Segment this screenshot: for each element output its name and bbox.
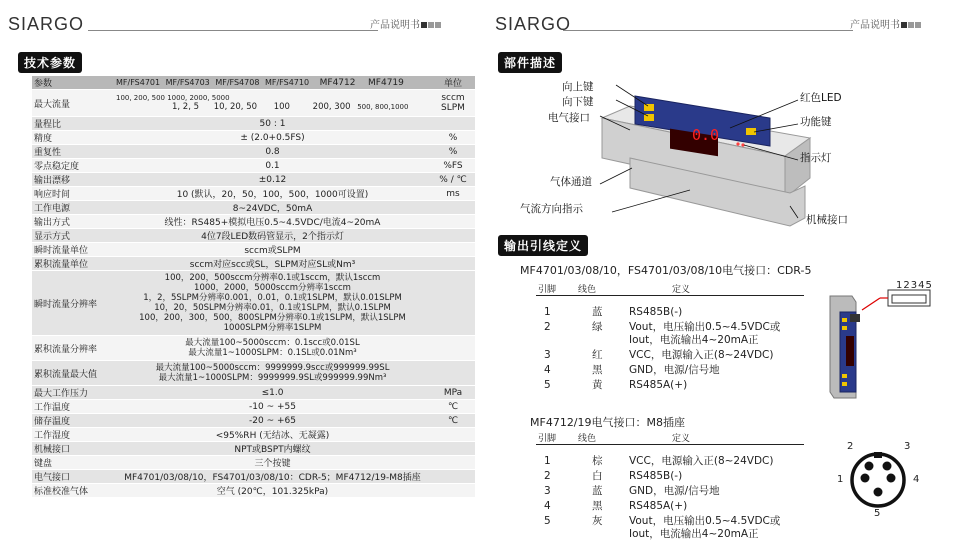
pin-hdr-1: 引脚 xyxy=(538,285,557,295)
callout-mech: 机械接口 xyxy=(806,214,848,226)
maxflow-v3: 100 xyxy=(273,102,290,112)
spec-unit xyxy=(431,229,475,243)
value-line: 1000，2000，5000sccm分辨率1sccm xyxy=(194,283,351,293)
color-hdr-1: 线色 xyxy=(578,285,597,295)
m8-pin-1 xyxy=(861,474,870,483)
spec-label: 标准校准气体 xyxy=(32,484,114,498)
maxflow-units: sccm SLPM xyxy=(431,90,475,117)
pin-definition-2: Iout，电流输出4~20mA正 xyxy=(629,334,759,346)
pin-definition: Vout，电压输出0.5~4.5VDC或 xyxy=(629,321,781,333)
spec-label: 精度 xyxy=(32,131,114,145)
pin-number: 1 xyxy=(544,455,551,467)
spec-label: 键盘 xyxy=(32,456,114,470)
pin-definition: RS485A(+) xyxy=(629,379,688,391)
m8-label-5: 5 xyxy=(874,508,881,519)
spec-row xyxy=(32,243,475,257)
pin-definition: RS485B(-) xyxy=(629,470,683,482)
pin-number: 2 xyxy=(544,321,551,333)
pin-color: 棕 xyxy=(592,455,603,467)
spec-value: 三个按键 xyxy=(114,456,431,470)
spec-value: 线性：RS485+模拟电压0.5~4.5VDC/电流4~20mA xyxy=(114,215,431,229)
value-line: 1，2，5SLPM分辨率0.001，0.01，0.1或1SLPM，默认0.01SLPM xyxy=(143,293,402,303)
callout-flow-dir: 气流方向指示 xyxy=(520,203,583,215)
spec-value: ± (2.0+0.5FS) xyxy=(114,131,431,145)
wiring-sub1: MF4701/03/08/10，FS4701/03/08/10电气接口：CDR-5 xyxy=(520,264,812,277)
value-line: 最大流量100~5000sccm：9999999.9scc或999999.99SL xyxy=(155,363,390,373)
spec-label: 量程比 xyxy=(32,117,114,131)
def-hdr-2: 定义 xyxy=(672,434,691,444)
callout-up-key: 向上键 xyxy=(562,81,594,93)
model-3: MF/FS4708 xyxy=(215,77,260,87)
value-line: 最大流量1~1000SLPM：0.1SL或0.01Nm³ xyxy=(188,348,357,358)
spec-unit: % / ℃ xyxy=(431,173,475,187)
manual-label-right: 产品说明书 xyxy=(850,16,921,31)
spec-row xyxy=(32,400,475,414)
function-key[interactable] xyxy=(746,128,756,135)
spec-label: 储存温度 xyxy=(32,414,114,428)
maxflow-line1: 100, 200, 500 1000, 2000, 5000 xyxy=(116,94,230,102)
spec-row xyxy=(32,187,475,201)
section-title-parts: 部件描述 xyxy=(498,52,562,73)
spec-label: 响应时间 xyxy=(32,187,114,201)
spec-unit xyxy=(431,470,475,484)
value-line: 100，200，500sccm分辨率0.1或1sccm，默认1sccm xyxy=(164,273,381,283)
spec-row xyxy=(32,386,475,400)
brand-right: SIARGO xyxy=(495,14,572,34)
spec-unit xyxy=(431,484,475,498)
pin-color: 黑 xyxy=(592,500,603,512)
pin-color: 蓝 xyxy=(592,306,603,318)
callout-elec: 电气接口 xyxy=(548,112,590,124)
spec-row xyxy=(32,173,475,187)
spec-value: 0.8 xyxy=(114,145,431,159)
up-key[interactable] xyxy=(644,104,654,111)
spec-unit xyxy=(431,117,475,131)
spec-row-resolution xyxy=(32,271,475,336)
spec-unit: MPa xyxy=(431,386,475,400)
value-line: 最大流量100~5000sccm：0.1scc或0.01SL xyxy=(185,338,360,348)
spec-unit xyxy=(431,243,475,257)
spec-label: 工作湿度 xyxy=(32,428,114,442)
spec-row xyxy=(32,257,475,271)
spec-table xyxy=(32,76,475,498)
section-title-tech: 技术参数 xyxy=(18,52,82,73)
spec-row xyxy=(32,484,475,498)
spec-label: 电气接口 xyxy=(32,470,114,484)
accres-values xyxy=(114,336,431,361)
pins1-rule xyxy=(536,295,804,296)
pin-color: 黄 xyxy=(592,379,603,391)
model-4: MF/FS4710 xyxy=(264,77,310,87)
pin-color: 黑 xyxy=(592,364,603,376)
pin-color: 红 xyxy=(592,349,603,361)
pin-definition: GND，电源/信号地 xyxy=(629,485,720,497)
spec-value: 空气 (20℃，101.325kPa) xyxy=(114,484,431,498)
spec-value: <95%RH (无结冰、无凝露) xyxy=(114,428,431,442)
spec-unit: % xyxy=(431,131,475,145)
spec-label: 累积流量单位 xyxy=(32,257,114,271)
def-hdr-1: 定义 xyxy=(672,285,691,295)
maxflow-v1: 1, 2, 5 xyxy=(172,102,200,112)
spec-head-models xyxy=(114,76,431,90)
callout-red-led: 红色LED xyxy=(800,92,842,104)
pin-color: 蓝 xyxy=(592,485,603,497)
maxflow-v2: 10, 20, 50 xyxy=(213,102,258,112)
spec-value: 10 (默认，20，50，100，500，1000可设置) xyxy=(114,187,431,201)
m8-pin-5 xyxy=(874,488,883,497)
spec-row xyxy=(32,131,475,145)
spec-label: 最大工作压力 xyxy=(32,386,114,400)
value-line: 最大流量1~1000SLPM：9999999.9SL或999999.99Nm³ xyxy=(158,373,387,383)
m8-label-2: 2 xyxy=(847,441,854,452)
spec-value: sccm对应scc或SL，SLPM对应SL或Nm³ xyxy=(114,257,431,271)
spec-value: 50 : 1 xyxy=(114,117,431,131)
accres-label: 累积流量分辨率 xyxy=(32,336,114,361)
resolution-values xyxy=(114,271,431,336)
m8-label-4: 4 xyxy=(913,474,920,485)
model-6: MF4719 xyxy=(368,77,404,88)
spec-row xyxy=(32,159,475,173)
m8-label-3: 3 xyxy=(904,441,911,452)
header-rule-left xyxy=(88,30,378,31)
resolution-label: 瞬时流量分辨率 xyxy=(32,271,114,336)
accmax-label: 累积流量最大值 xyxy=(32,361,114,386)
pin-definition-2: Iout，电流输出4~20mA正 xyxy=(629,528,759,540)
spec-row xyxy=(32,442,475,456)
pin-number: 3 xyxy=(544,485,551,497)
spec-unit xyxy=(431,257,475,271)
spec-value: MF4701/03/08/10，FS4701/03/08/10：CDR-5；MF4712/19-M8插座 xyxy=(114,470,431,484)
spec-unit xyxy=(431,442,475,456)
value-line: 100，200，300，500，800SLPM分辨率0.1或1SLPM，默认1SLPM xyxy=(139,313,406,323)
spec-label: 零点稳定度 xyxy=(32,159,114,173)
spec-row xyxy=(32,215,475,229)
spec-unit xyxy=(431,428,475,442)
spec-row xyxy=(32,456,475,470)
spec-value: ±0.12 xyxy=(114,173,431,187)
spec-label: 输出漂移 xyxy=(32,173,114,187)
spec-label: 重复性 xyxy=(32,145,114,159)
pin-hdr-2: 引脚 xyxy=(538,434,557,444)
spec-label: 输出方式 xyxy=(32,215,114,229)
maxflow-label: 最大流量 xyxy=(32,90,114,117)
model-5: MF4712 xyxy=(319,77,356,88)
header-rule-right xyxy=(563,30,853,31)
spec-unit xyxy=(431,215,475,229)
spec-unit: ℃ xyxy=(431,414,475,428)
spec-unit: ms xyxy=(431,187,475,201)
pin-color: 灰 xyxy=(592,515,603,527)
m8-pin-3 xyxy=(883,462,892,471)
indicator-light-1 xyxy=(736,142,739,145)
m8-pin-4 xyxy=(887,474,896,483)
spec-value: sccm或SLPM xyxy=(114,243,431,257)
callout-func-key: 功能键 xyxy=(800,116,832,128)
pin-definition: GND，电源/信号地 xyxy=(629,364,720,376)
spec-label: 显示方式 xyxy=(32,229,114,243)
spec-label: 瞬时流量单位 xyxy=(32,243,114,257)
model-1: MF/FS4701 xyxy=(116,77,161,87)
callout-down-key: 向下键 xyxy=(562,96,594,108)
value-line: 1000SLPM分辨率1SLPM xyxy=(223,323,322,333)
cdr5-illustration xyxy=(826,278,946,408)
spec-unit: % xyxy=(431,145,475,159)
model-2: MF/FS4703 xyxy=(165,77,210,87)
spec-value: -10 ~ +55 xyxy=(114,400,431,414)
m8-pin-2 xyxy=(865,462,874,471)
pin-number: 4 xyxy=(544,500,551,512)
pin-color: 绿 xyxy=(592,321,603,333)
spec-row-accmax xyxy=(32,361,475,386)
maxflow-v4: 200, 300 xyxy=(312,102,351,112)
led-display: 0.0 xyxy=(692,126,720,144)
pin-definition: VCC，电源输入正(8~24VDC) xyxy=(629,455,774,467)
value-line: 10，20，50SLPM分辨率0.01，0.1或1SLPM，默认0.1SLPM xyxy=(154,303,391,313)
spec-row xyxy=(32,414,475,428)
spec-value: NPT或BSPT内螺纹 xyxy=(114,442,431,456)
pin-definition: VCC，电源输入正(8~24VDC) xyxy=(629,349,774,361)
spec-unit xyxy=(431,456,475,470)
pin-definition: RS485B(-) xyxy=(629,306,683,318)
cdr5-pin-numbers: 12345 xyxy=(896,280,933,291)
spec-head-param: 参数 xyxy=(32,76,114,90)
pin-number: 5 xyxy=(544,515,551,527)
color-hdr-2: 线色 xyxy=(578,434,597,444)
spec-value: 0.1 xyxy=(114,159,431,173)
spec-head-unit: 单位 xyxy=(431,76,475,90)
spec-value: 8~24VDC，50mA xyxy=(114,201,431,215)
accmax-values xyxy=(114,361,431,386)
maxflow-values xyxy=(114,90,431,117)
spec-unit xyxy=(431,201,475,215)
spec-row xyxy=(32,201,475,215)
pin-number: 5 xyxy=(544,379,551,391)
spec-row-maxflow xyxy=(32,90,475,117)
brand-left: SIARGO xyxy=(8,14,85,34)
maxflow-v5: 500, 800,1000 xyxy=(357,103,409,111)
m8-label-1: 1 xyxy=(837,474,844,485)
spec-row xyxy=(32,470,475,484)
spec-unit: ℃ xyxy=(431,400,475,414)
spec-header-row xyxy=(32,76,475,90)
pins2-rule xyxy=(536,444,804,445)
spec-row xyxy=(32,229,475,243)
pin-number: 2 xyxy=(544,470,551,482)
spec-label: 工作电源 xyxy=(32,201,114,215)
spec-value: -20 ~ +65 xyxy=(114,414,431,428)
spec-label: 工作温度 xyxy=(32,400,114,414)
pin-number: 4 xyxy=(544,364,551,376)
spec-value: ≤1.0 xyxy=(114,386,431,400)
pin-number: 3 xyxy=(544,349,551,361)
pin-number: 1 xyxy=(544,306,551,318)
pin-color: 白 xyxy=(592,470,603,482)
wiring-sub2: MF4712/19电气接口：M8插座 xyxy=(530,416,686,429)
callout-indicator: 指示灯 xyxy=(800,152,832,164)
spec-row xyxy=(32,145,475,159)
section-title-wiring: 输出引线定义 xyxy=(498,235,588,256)
spec-row xyxy=(32,428,475,442)
spec-unit: %FS xyxy=(431,159,475,173)
spec-label: 机械接口 xyxy=(32,442,114,456)
callout-gas-path: 气体通道 xyxy=(550,176,592,188)
spec-row xyxy=(32,117,475,131)
pin-definition: Vout，电压输出0.5~4.5VDC或 xyxy=(629,515,781,527)
spec-row-accres xyxy=(32,336,475,361)
pin-definition: RS485A(+) xyxy=(629,500,688,512)
spec-value: 4位7段LED数码管显示，2个指示灯 xyxy=(114,229,431,243)
manual-label-left: 产品说明书 xyxy=(370,16,441,31)
